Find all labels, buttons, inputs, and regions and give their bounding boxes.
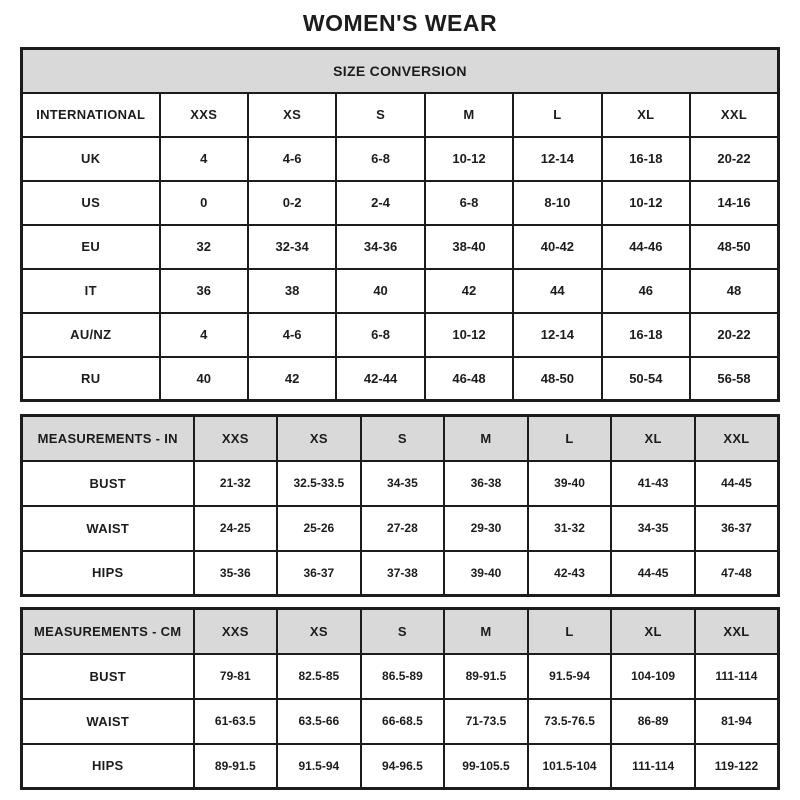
measurements-in-title: MEASUREMENTS - IN — [22, 416, 194, 461]
table-cell: 25-26 — [277, 506, 361, 551]
row-label: UK — [22, 137, 160, 181]
table-cell: 34-35 — [611, 506, 695, 551]
table-cell: 20-22 — [690, 137, 778, 181]
table-cell: 36 — [160, 269, 248, 313]
table-cell: 4-6 — [248, 137, 336, 181]
table-cell: 81-94 — [695, 699, 779, 744]
table-cell: 56-58 — [690, 357, 778, 401]
table-cell: 86.5-89 — [361, 654, 445, 699]
table-cell: 21-32 — [194, 461, 278, 506]
table-cell: 32 — [160, 225, 248, 269]
measurements-cm-header-row — [22, 609, 779, 654]
table-cell: 16-18 — [602, 137, 690, 181]
table-cell: 104-109 — [611, 654, 695, 699]
table-cell: 10-12 — [425, 313, 513, 357]
table-cell: 0-2 — [248, 181, 336, 225]
table-cell: 66-68.5 — [361, 699, 445, 744]
table-cell: 119-122 — [695, 744, 779, 789]
table-cell: 82.5-85 — [277, 654, 361, 699]
table-cell: 10-12 — [602, 181, 690, 225]
table-row-it — [22, 269, 779, 313]
size-header-l: L — [528, 609, 612, 654]
table-cell: 36-37 — [695, 506, 779, 551]
size-header-xs: XS — [277, 609, 361, 654]
table-cell: 40 — [336, 269, 424, 313]
table-cell: 42 — [425, 269, 513, 313]
table-cell: 71-73.5 — [444, 699, 528, 744]
table-cell: 8-10 — [513, 181, 601, 225]
size-header-l: L — [528, 416, 612, 461]
measurements-cm-table — [20, 607, 780, 790]
size-conversion-title: SIZE CONVERSION — [22, 49, 779, 93]
table-cell: 20-22 — [690, 313, 778, 357]
size-header-s: S — [336, 93, 424, 137]
row-label: WAIST — [22, 506, 194, 551]
size-header-xs: XS — [248, 93, 336, 137]
table-cell: 91.5-94 — [277, 744, 361, 789]
row-label: BUST — [22, 461, 194, 506]
table-cell: 38 — [248, 269, 336, 313]
table-row-ru — [22, 357, 779, 401]
table-cell: 46 — [602, 269, 690, 313]
table-cell: 46-48 — [425, 357, 513, 401]
table-row-uk — [22, 137, 779, 181]
table-cell: 42-44 — [336, 357, 424, 401]
row-label: RU — [22, 357, 160, 401]
size-header-s: S — [361, 609, 445, 654]
table-cell: 2-4 — [336, 181, 424, 225]
row-label: HIPS — [22, 551, 194, 596]
table-cell: 63.5-66 — [277, 699, 361, 744]
table-cell: 42 — [248, 357, 336, 401]
table-gap — [20, 597, 780, 607]
table-cell: 6-8 — [336, 137, 424, 181]
table-cell: 24-25 — [194, 506, 278, 551]
table-cell: 16-18 — [602, 313, 690, 357]
table-cell: 48 — [690, 269, 778, 313]
table-cell: 89-91.5 — [194, 744, 278, 789]
row-label: EU — [22, 225, 160, 269]
table-cell: 91.5-94 — [528, 654, 612, 699]
table-cell: 14-16 — [690, 181, 778, 225]
table-cell: 94-96.5 — [361, 744, 445, 789]
table-row-waist-in — [22, 506, 779, 551]
size-header-m: M — [444, 609, 528, 654]
table-cell: 44-46 — [602, 225, 690, 269]
table-row-us — [22, 181, 779, 225]
table-cell: 41-43 — [611, 461, 695, 506]
size-header-xxs: XXS — [194, 416, 278, 461]
row-label: AU/NZ — [22, 313, 160, 357]
table-row-waist-cm — [22, 699, 779, 744]
size-header-xl: XL — [611, 416, 695, 461]
table-cell: 12-14 — [513, 313, 601, 357]
table-caption-row — [22, 49, 779, 93]
size-header-xl: XL — [611, 609, 695, 654]
measurements-cm-title: MEASUREMENTS - CM — [22, 609, 194, 654]
row-label: BUST — [22, 654, 194, 699]
row-header-international: INTERNATIONAL — [22, 93, 160, 137]
row-label: HIPS — [22, 744, 194, 789]
table-cell: 40 — [160, 357, 248, 401]
row-label: WAIST — [22, 699, 194, 744]
size-header-xxl: XXL — [695, 609, 779, 654]
table-cell: 101.5-104 — [528, 744, 612, 789]
table-cell: 4-6 — [248, 313, 336, 357]
table-row-eu — [22, 225, 779, 269]
size-header-xxs: XXS — [160, 93, 248, 137]
size-header-xs: XS — [277, 416, 361, 461]
table-cell: 73.5-76.5 — [528, 699, 612, 744]
table-cell: 6-8 — [336, 313, 424, 357]
table-cell: 40-42 — [513, 225, 601, 269]
size-header-s: S — [361, 416, 445, 461]
table-cell: 12-14 — [513, 137, 601, 181]
table-cell: 44-45 — [611, 551, 695, 596]
table-row-hips-cm — [22, 744, 779, 789]
table-cell: 79-81 — [194, 654, 278, 699]
table-row-bust-in — [22, 461, 779, 506]
size-header-m: M — [425, 93, 513, 137]
size-header-row — [22, 93, 779, 137]
table-cell: 48-50 — [513, 357, 601, 401]
table-cell: 38-40 — [425, 225, 513, 269]
size-header-xxl: XXL — [695, 416, 779, 461]
table-cell: 39-40 — [528, 461, 612, 506]
table-cell: 29-30 — [444, 506, 528, 551]
size-header-xxl: XXL — [690, 93, 778, 137]
table-cell: 32.5-33.5 — [277, 461, 361, 506]
table-row-bust-cm — [22, 654, 779, 699]
table-cell: 27-28 — [361, 506, 445, 551]
size-header-m: M — [444, 416, 528, 461]
table-row-hips-in — [22, 551, 779, 596]
table-cell: 111-114 — [695, 654, 779, 699]
table-cell: 111-114 — [611, 744, 695, 789]
table-cell: 6-8 — [425, 181, 513, 225]
table-cell: 50-54 — [602, 357, 690, 401]
table-cell: 86-89 — [611, 699, 695, 744]
size-header-l: L — [513, 93, 601, 137]
table-cell: 34-35 — [361, 461, 445, 506]
table-cell: 99-105.5 — [444, 744, 528, 789]
table-gap — [20, 402, 780, 414]
measurements-in-table — [20, 414, 780, 597]
table-cell: 47-48 — [695, 551, 779, 596]
table-cell: 36-38 — [444, 461, 528, 506]
table-cell: 35-36 — [194, 551, 278, 596]
table-cell: 61-63.5 — [194, 699, 278, 744]
table-cell: 36-37 — [277, 551, 361, 596]
table-cell: 44-45 — [695, 461, 779, 506]
page-title: WOMEN'S WEAR — [302, 10, 498, 36]
table-cell: 0 — [160, 181, 248, 225]
table-cell: 48-50 — [690, 225, 778, 269]
table-cell: 4 — [160, 313, 248, 357]
measurements-in-header-row — [22, 416, 779, 461]
size-header-xxs: XXS — [194, 609, 278, 654]
size-header-xl: XL — [602, 93, 690, 137]
table-cell: 37-38 — [361, 551, 445, 596]
table-cell: 31-32 — [528, 506, 612, 551]
table-cell: 10-12 — [425, 137, 513, 181]
table-cell: 32-34 — [248, 225, 336, 269]
row-label: US — [22, 181, 160, 225]
row-label: IT — [22, 269, 160, 313]
table-cell: 4 — [160, 137, 248, 181]
table-cell: 42-43 — [528, 551, 612, 596]
table-cell: 39-40 — [444, 551, 528, 596]
table-row-aunz — [22, 313, 779, 357]
size-conversion-table — [20, 47, 780, 402]
table-cell: 89-91.5 — [444, 654, 528, 699]
table-cell: 44 — [513, 269, 601, 313]
table-cell: 34-36 — [336, 225, 424, 269]
